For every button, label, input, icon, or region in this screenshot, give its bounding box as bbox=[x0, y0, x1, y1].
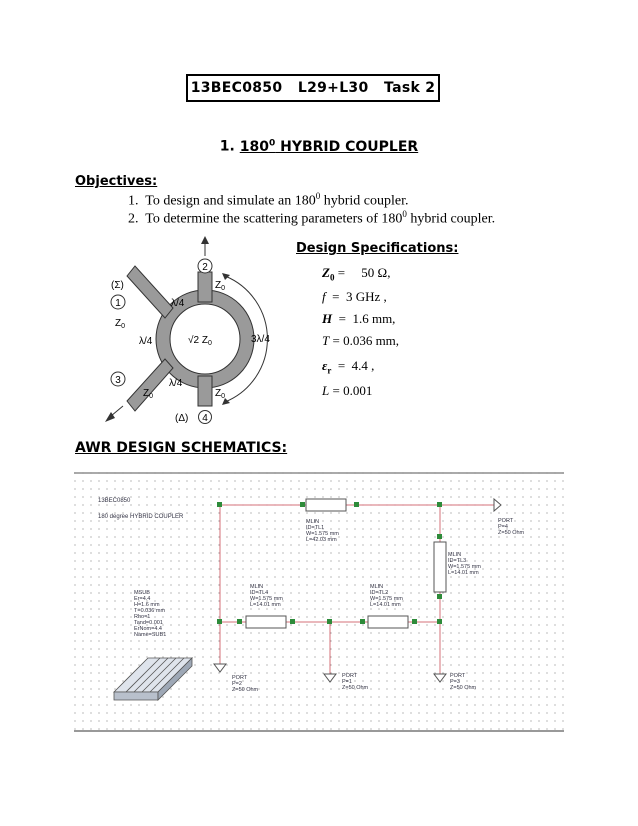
arm-port3 bbox=[127, 359, 173, 411]
objective-item-1 bbox=[128, 191, 409, 210]
spec-t: T = 0.036 mm, bbox=[322, 333, 400, 348]
tl2-label-2: W=1.575 mm bbox=[370, 596, 403, 602]
msub-label-7: Name=SUB1 bbox=[134, 632, 167, 638]
port4-label: 4 bbox=[202, 413, 208, 424]
tl1-label-1: ID=TL1 bbox=[306, 525, 325, 531]
port4-label-2: Z=50 Ohm bbox=[498, 530, 525, 536]
lambda4-label-top: λ/4 bbox=[171, 298, 185, 309]
objective-num: 2. bbox=[128, 211, 139, 227]
arm-port4 bbox=[198, 376, 212, 406]
schematic-design-name: 180 degree HYBRID COUPLER bbox=[98, 514, 184, 520]
delta-label: (Δ) bbox=[175, 413, 189, 424]
design-specs-heading: Design Specifications: bbox=[296, 241, 459, 256]
spec-z0: $Z_0$ = 50 Ω, bbox=[322, 265, 391, 283]
spec-f: f = 3 GHz , bbox=[322, 289, 387, 304]
section-title bbox=[0, 138, 638, 155]
hybrid-ring-diagram bbox=[75, 236, 285, 424]
awr-schematic bbox=[74, 472, 564, 732]
spec-l: L = 0.001 bbox=[322, 383, 373, 398]
awr-heading: AWR DESIGN SCHEMATICS: bbox=[75, 440, 288, 456]
arm-port1 bbox=[127, 266, 173, 318]
arc-head-top bbox=[222, 273, 230, 280]
msub-label-5: Tand=0.001 bbox=[134, 620, 163, 626]
section-number: 1. bbox=[219, 138, 235, 155]
z0-label-3: $Z_0$ bbox=[215, 388, 226, 400]
z0-label-1: $Z_0$ bbox=[115, 318, 126, 330]
section-title-text bbox=[240, 139, 418, 155]
tl1-component bbox=[306, 499, 346, 511]
title-base: 180 bbox=[239, 138, 269, 155]
tl4-label-2: W=1.575 mm bbox=[250, 596, 283, 602]
msub-label-1: Er=4.4 bbox=[134, 596, 151, 602]
tl3-label-0: MLIN bbox=[448, 552, 462, 558]
tl4-label-1: ID=TL4 bbox=[250, 590, 269, 596]
port3-label-2: Z=50 Ohm bbox=[450, 685, 477, 691]
arrow-left bbox=[111, 406, 123, 416]
z0-label-4: $Z_0$ bbox=[143, 388, 154, 400]
port2-label-1: P=2 bbox=[232, 681, 242, 687]
port4-label-1: P=4 bbox=[498, 524, 508, 530]
three-lambda4-label: 3λ/4 bbox=[251, 334, 270, 345]
lambda4-label-mid: λ/4 bbox=[139, 336, 153, 347]
tl1-label-0: MLIN bbox=[306, 519, 320, 525]
tl4-component bbox=[246, 616, 286, 628]
port1-label-2: Z=50 Ohm bbox=[342, 685, 369, 691]
port1-label-0: PORT bbox=[342, 673, 358, 679]
tl4-label-3: L=14.01 mm bbox=[250, 602, 281, 608]
tl2-label-0: MLIN bbox=[370, 584, 384, 590]
lambda4-label-bottom: λ/4 bbox=[169, 378, 183, 389]
arrow-up-head bbox=[201, 236, 209, 244]
tl2-label-1: ID=TL2 bbox=[370, 590, 389, 596]
msub-label-3: T=0.036 mm bbox=[134, 608, 166, 614]
tl3-label-3: L=14.01 mm bbox=[448, 570, 479, 576]
port3-label-1: P=3 bbox=[450, 679, 460, 685]
tl3-label-2: W=1.575 mm bbox=[448, 564, 481, 570]
port3-label-0: PORT bbox=[450, 673, 466, 679]
objective-text-end: hybrid coupler. bbox=[320, 193, 409, 209]
ring-impedance-label: √2 $Z_0$ bbox=[188, 335, 212, 347]
spec-er: $\varepsilon_r = 4.4$ , bbox=[322, 358, 375, 376]
tl1-label-2: W=1.575 mm bbox=[306, 531, 339, 537]
objective-text-end: hybrid coupler. bbox=[406, 211, 496, 227]
header-box bbox=[186, 74, 440, 102]
title-sup: 0 bbox=[268, 138, 276, 148]
tl1-label-3: L=42.03 mm bbox=[306, 537, 337, 543]
arm-port2 bbox=[198, 272, 212, 302]
port2-label: 2 bbox=[202, 262, 208, 273]
objective-text: To determine the scattering parameters of 180 bbox=[145, 211, 403, 227]
objective-item-2 bbox=[128, 209, 495, 228]
msub-label-6: ErNom=4.4 bbox=[134, 626, 162, 632]
msub-label-0: MSUB bbox=[134, 590, 150, 596]
spec-h: H = 1.6 mm, bbox=[322, 311, 396, 326]
tl2-label-3: L=14.01 mm bbox=[370, 602, 401, 608]
tl4-label-0: MLIN bbox=[250, 584, 264, 590]
objective-num: 1. bbox=[128, 193, 139, 209]
port3-label: 3 bbox=[115, 375, 121, 386]
sigma-label: (Σ) bbox=[111, 280, 124, 291]
port2-label-2: Z=50 Ohm bbox=[232, 687, 259, 693]
tl3-component bbox=[434, 542, 446, 592]
port1-label: 1 bbox=[115, 298, 121, 309]
msub-label-2: H=1.6 mm bbox=[134, 602, 160, 608]
tl3-label-1: ID=TL3 bbox=[448, 558, 467, 564]
objective-sup: 0 bbox=[315, 191, 321, 201]
port2-label-0: PORT bbox=[232, 675, 248, 681]
objective-text: To design and simulate an 180 bbox=[145, 193, 316, 209]
port4-label-0: PORT bbox=[498, 518, 514, 524]
z0-label-2: $Z_0$ bbox=[215, 280, 226, 292]
msub-label-4: Rho=1 bbox=[134, 614, 151, 620]
port1-label-1: P=1 bbox=[342, 679, 352, 685]
tl2-component bbox=[368, 616, 408, 628]
objective-sup: 0 bbox=[402, 209, 407, 219]
objectives-heading: Objectives: bbox=[75, 174, 158, 189]
title-rest: HYBRID COUPLER bbox=[275, 138, 419, 155]
schematic-design-id: 13BEC0850 bbox=[98, 498, 131, 504]
header-text: 13BEC0850 L29+L30 Task 2 bbox=[190, 80, 436, 96]
